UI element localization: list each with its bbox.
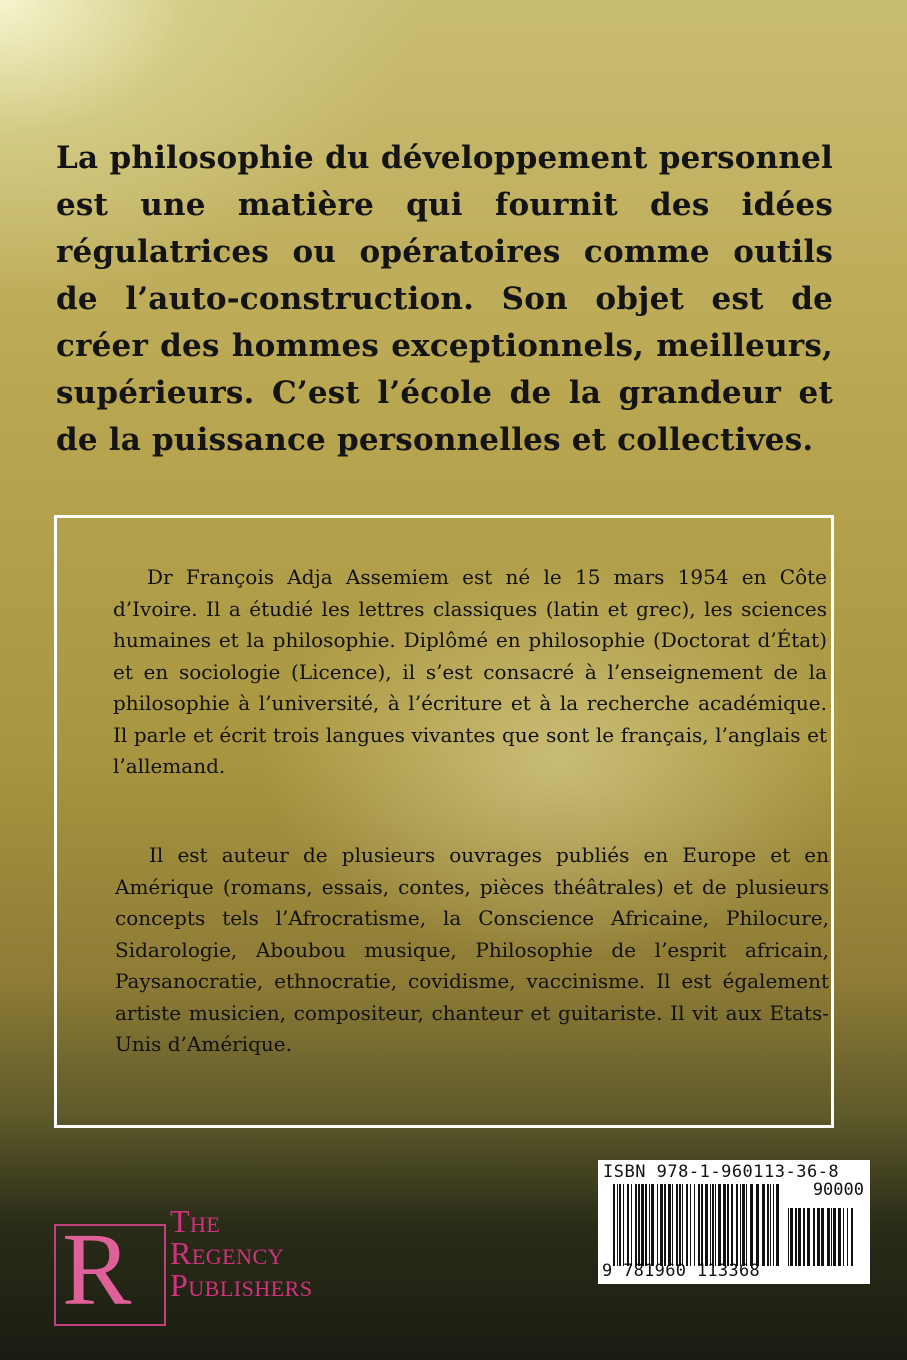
barcode-bar bbox=[638, 1184, 640, 1266]
barcode-bar bbox=[831, 1208, 832, 1266]
barcode-bar bbox=[736, 1184, 738, 1266]
barcode-bar bbox=[660, 1184, 663, 1266]
barcode-bar bbox=[795, 1208, 797, 1266]
barcode-number: 9 781960 113368 bbox=[602, 1261, 761, 1281]
barcode-bar bbox=[613, 1184, 615, 1266]
isbn-text: ISBN 978-1-960113-36-8 bbox=[603, 1162, 840, 1182]
barcode-bar bbox=[833, 1208, 836, 1266]
barcode-bar bbox=[710, 1184, 711, 1266]
publisher-name bbox=[170, 1205, 313, 1301]
barcode-addon: 90000 bbox=[812, 1180, 864, 1200]
barcode-bar bbox=[843, 1208, 844, 1266]
author-bio-box bbox=[54, 515, 834, 1128]
barcode-bar bbox=[627, 1184, 629, 1266]
barcode-bar bbox=[813, 1208, 815, 1266]
barcode-bar bbox=[617, 1184, 618, 1266]
barcode-bar bbox=[770, 1184, 771, 1266]
barcode-bar bbox=[645, 1184, 647, 1266]
barcode-bar bbox=[686, 1184, 688, 1266]
barcode-bar bbox=[718, 1184, 721, 1266]
barcode-bar bbox=[750, 1184, 753, 1266]
barcode-bar bbox=[851, 1208, 853, 1266]
barcode-bar bbox=[641, 1184, 644, 1266]
barcode-bar bbox=[827, 1208, 830, 1266]
barcode-bar bbox=[690, 1184, 691, 1266]
barcode-bar bbox=[773, 1184, 774, 1266]
barcode-bar bbox=[838, 1208, 841, 1266]
barcode-bar bbox=[657, 1184, 658, 1266]
barcode-bar bbox=[635, 1184, 637, 1266]
barcode-bar bbox=[746, 1184, 747, 1266]
isbn-barcode bbox=[598, 1160, 870, 1284]
barcode-bar bbox=[682, 1184, 683, 1266]
barcode-bar bbox=[821, 1208, 824, 1266]
publisher-line-1: The bbox=[170, 1203, 221, 1239]
barcode-bar bbox=[723, 1184, 726, 1266]
barcode-bar bbox=[664, 1184, 666, 1266]
barcode-bar bbox=[788, 1208, 789, 1266]
barcode-bar bbox=[847, 1208, 848, 1266]
barcode-bar bbox=[701, 1184, 703, 1266]
barcode-bar bbox=[705, 1184, 708, 1266]
barcode-bar bbox=[668, 1184, 671, 1266]
logo-monogram: R bbox=[62, 1212, 132, 1327]
barcode-bar bbox=[731, 1184, 733, 1266]
barcode-bar bbox=[807, 1208, 810, 1266]
publisher-line-3: Publishers bbox=[170, 1267, 313, 1303]
publisher-line-2: Regency bbox=[170, 1235, 285, 1271]
barcode-bar bbox=[679, 1184, 681, 1266]
bio-paragraph-1: Dr François Adja Assemiem est né le 15 mars 1954 en Côte d’Ivoire. Il a étudié les lettres classiques (latin et grec), les sciences humaines et la philosophie. Diplômé en philosophie (Doctorat d’État) et en sociologie (Licence), il s’est consacré à l’enseignement de la philosophie à l’université, à l’écriture et à la recherche académique. Il parle et écrit trois langues vivantes que sont le français, l’anglais et l’allemand. bbox=[113, 565, 827, 778]
barcode-bar bbox=[727, 1184, 729, 1266]
barcode-bar bbox=[776, 1184, 779, 1266]
publisher-logo bbox=[54, 1212, 166, 1327]
barcode-bar bbox=[762, 1184, 765, 1266]
barcode-bar bbox=[619, 1184, 621, 1266]
barcode-bar bbox=[715, 1184, 716, 1266]
barcode-bar bbox=[767, 1184, 769, 1266]
bio-paragraph-2: Il est auteur de plusieurs ouvrages publiés en Europe et en Amérique (romans, essais, contes, pièces théâtrales) et de plusieurs concepts tels l’Afrocratisme, la Conscience Africaine, Philocure, Sidarologie, Aboubou musique, Philosophie de l’esprit africain, Paysanocratie, ethnocratie, covidisme, vaccinisme. Il est également artiste musicien, compositeur, chanteur et guitariste. Il vit aux Etats-Unis d’Amérique. bbox=[115, 843, 829, 1056]
addon-bars bbox=[788, 1208, 858, 1266]
barcode-bar bbox=[698, 1184, 700, 1266]
barcode-bar bbox=[740, 1184, 741, 1266]
barcode-bar bbox=[742, 1184, 745, 1266]
barcode-bars bbox=[613, 1184, 783, 1266]
barcode-bar bbox=[676, 1184, 678, 1266]
barcode-bar bbox=[623, 1184, 624, 1266]
barcode-bar bbox=[798, 1208, 801, 1266]
barcode-bar bbox=[694, 1184, 695, 1266]
intro-paragraph: La philosophie du développement personnel est une matière qui fournit des idées régulatrices ou opératoires comme outils de l’auto-construction. Son objet est de créer des hommes exceptionnels, meilleurs, supérieurs. C’est l’école de la grandeur et de la puissance personnelles et collectives. bbox=[56, 140, 833, 458]
barcode-bar bbox=[803, 1208, 805, 1266]
barcode-bar bbox=[817, 1208, 820, 1266]
barcode-bar bbox=[649, 1184, 650, 1266]
barcode-bar bbox=[790, 1208, 793, 1266]
barcode-bar bbox=[756, 1184, 759, 1266]
barcode-bar bbox=[651, 1184, 654, 1266]
barcode-bar bbox=[712, 1184, 714, 1266]
barcode-bar bbox=[672, 1184, 673, 1266]
barcode-bar bbox=[631, 1184, 632, 1266]
